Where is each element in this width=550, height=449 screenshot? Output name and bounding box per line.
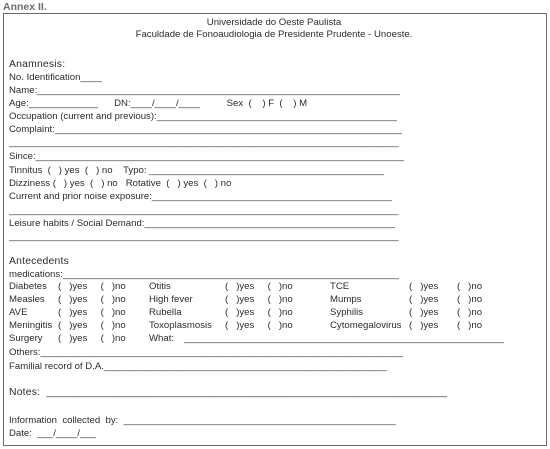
antecedent-label: Surgery (9, 333, 43, 344)
dizziness-field[interactable]: Dizziness ( ) yes ( ) no Rotative ( ) yes ( ) no (9, 178, 232, 189)
antecedent-label: Measles (9, 294, 45, 305)
medications-field[interactable]: medications:_______________________________________________________________ (9, 269, 399, 280)
since-field[interactable]: Since:_____________________________________________________________________ (9, 151, 404, 162)
antecedent-options[interactable]: ( )yes ( )no (58, 281, 126, 292)
antecedent-options[interactable]: ( )yes ( )no (409, 320, 483, 331)
antecedent-label: Otitis (149, 281, 171, 292)
annex-title: Annex II. (3, 1, 47, 13)
antecedent-options[interactable]: ( )yes ( )no (409, 294, 483, 305)
anamnesis-heading: Anamnesis: (9, 59, 66, 70)
information-collected-field[interactable]: Information collected by: ___________________________________________________ (9, 415, 396, 426)
faculty-name: Faculdade de Fonoaudiologia de Presidente Prudente - Unoeste. (135, 29, 413, 40)
others-field[interactable]: Others:____________________________________________________________________ (9, 347, 404, 358)
antecedent-options[interactable]: ( )yes ( )no (58, 333, 126, 344)
leisure-continuation-line[interactable]: _________________________________________________________________________ (9, 231, 399, 242)
antecedent-options[interactable]: ( )yes ( )no (225, 307, 293, 318)
name-field[interactable]: Name:____________________________________________________________________ (9, 85, 401, 96)
noise-exposure-field[interactable]: Current and prior noise exposure:_____________________________________________ (9, 191, 393, 202)
complaint-field[interactable]: Complaint:_________________________________________________________________ (9, 124, 402, 135)
antecedent-label: High fever (149, 294, 193, 305)
university-name: Universidade do Oeste Paulista (206, 17, 342, 28)
antecedent-label: TCE (330, 281, 350, 292)
antecedent-options[interactable]: ( )yes ( )no (225, 294, 293, 305)
antecedent-label: Toxoplasmosis (149, 320, 212, 331)
antecedent-options[interactable]: ( )yes ( )no (58, 307, 126, 318)
antecedent-options[interactable]: ( )yes ( )no (409, 281, 483, 292)
leisure-field[interactable]: Leisure habits / Social Demand:_______________________________________________ (9, 218, 396, 229)
occupation-field[interactable]: Occupation (current and previous):_____________________________________________ (9, 111, 397, 122)
antecedent-options[interactable]: ( )yes ( )no (225, 281, 293, 292)
antecedent-label: Cytomegalovirus (330, 320, 402, 331)
antecedent-label: Syphilis (330, 307, 364, 318)
age-dn-sex-field[interactable]: Age:_____________ DN:____/____/____ Sex ( ) F ( ) M (9, 98, 308, 109)
anamnesis-form (3, 13, 547, 446)
antecedents-heading: Antecedents (9, 256, 69, 267)
antecedent-options[interactable]: ( )yes ( )no (225, 320, 293, 331)
antecedent-label: AVE (9, 307, 28, 318)
surgery-what-label: What: (149, 333, 175, 344)
antecedent-options[interactable]: ( )yes ( )no (409, 307, 483, 318)
date-field[interactable]: Date: ___/____/___ (9, 428, 96, 439)
complaint-continuation-line[interactable]: _________________________________________________________________________ (9, 137, 399, 148)
noise-exposure-continuation-line[interactable]: _________________________________________________________________________ (9, 205, 399, 216)
notes-field[interactable]: Notes: ___________________________________________________________________ (9, 387, 447, 398)
antecedent-label: Mumps (330, 294, 362, 305)
antecedent-label: Rubella (149, 307, 182, 318)
identification-field[interactable]: No. Identification____ (9, 72, 102, 83)
familial-record-field[interactable]: Familial record of D.A._____________________________________________________ (9, 361, 387, 372)
surgery-what-field[interactable]: ____________________________________________________________ (184, 333, 505, 344)
antecedent-options[interactable]: ( )yes ( )no (58, 294, 126, 305)
antecedent-label: Diabetes (9, 281, 47, 292)
antecedent-label: Meningitis (9, 320, 53, 331)
tinnitus-field[interactable]: Tinnitus ( ) yes ( ) no Typo: ____________________________________________ (9, 165, 384, 176)
antecedent-options[interactable]: ( )yes ( )no (58, 320, 126, 331)
